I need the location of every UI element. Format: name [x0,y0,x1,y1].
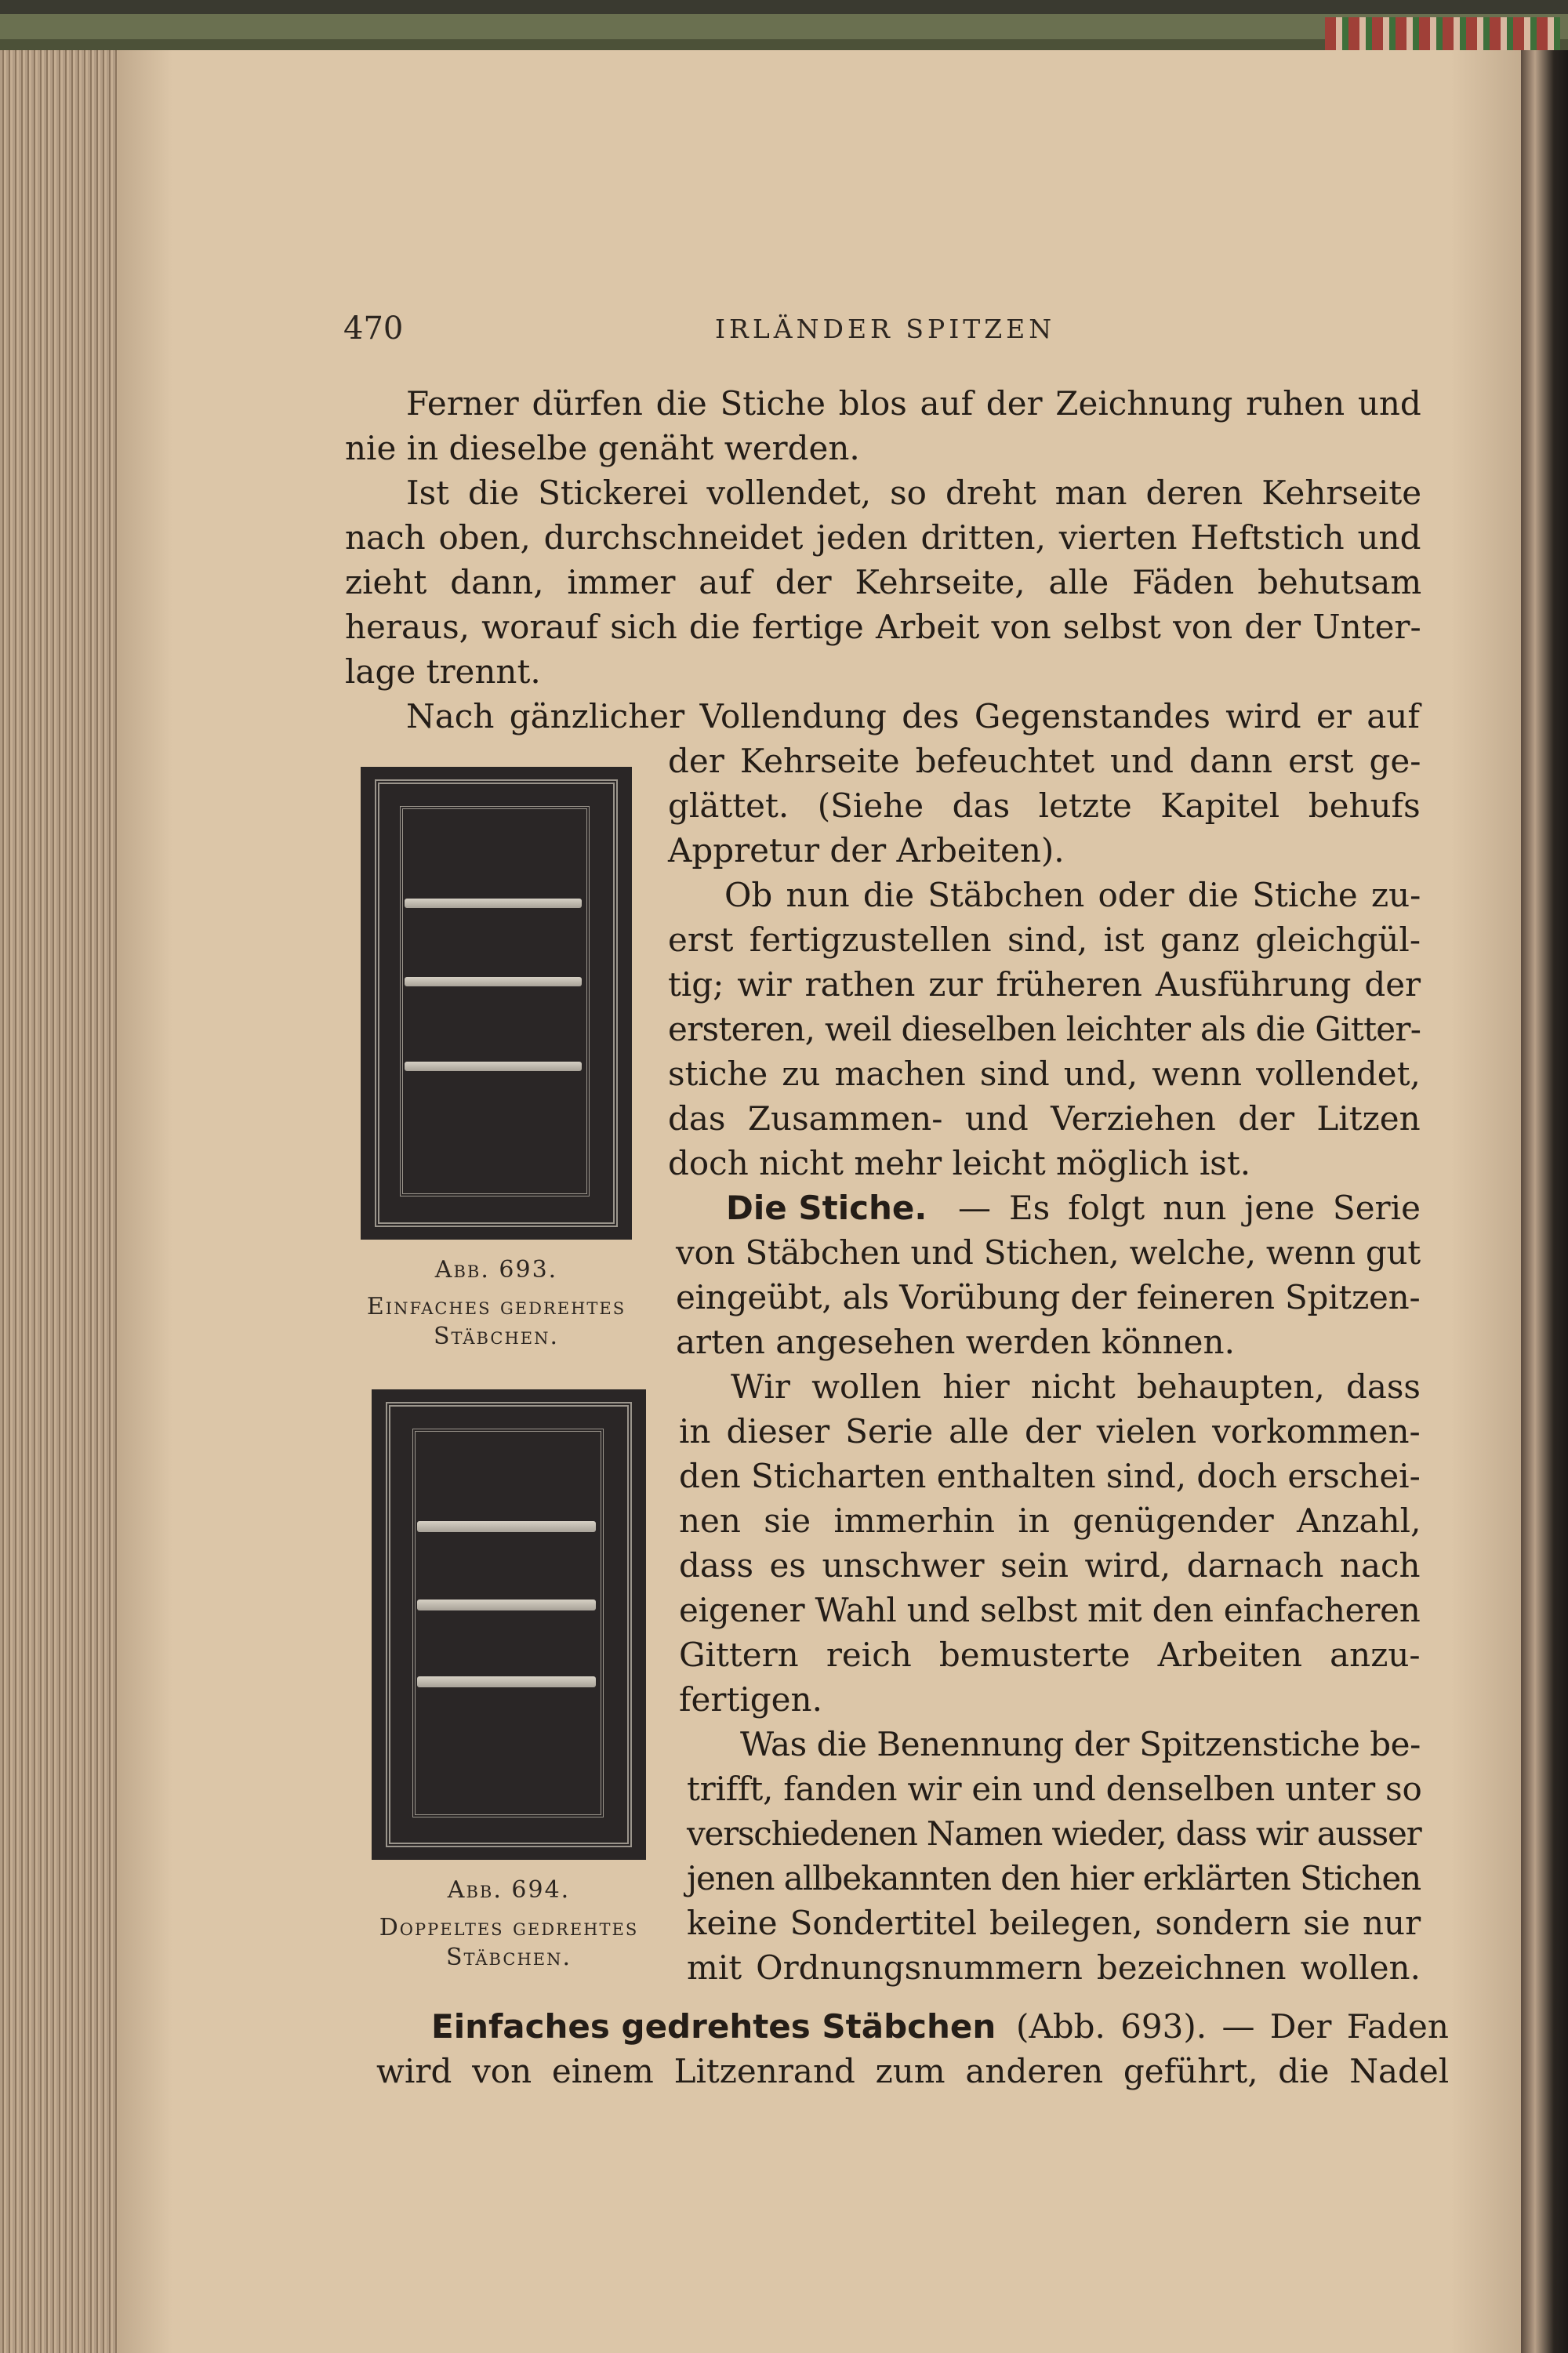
text-line: Ist die Stickerei vollendet, so dreht man deren Kehrseite [406,474,1422,512]
figure-number-text: Abb. 693. [434,1256,558,1284]
text-line: heraus, worauf sich die fertige Arbeit von selbst von der Unter- [345,608,1421,646]
text-line: lage trennt. [345,652,541,691]
section-heading: Die Stiche. [726,1189,927,1227]
text-line: nen sie immerhin in genügender Anzahl, [679,1501,1421,1540]
text-line: — Es folgt nun jene Serie [958,1189,1421,1227]
figure-693-number [353,1252,640,1288]
figure-694-image [372,1389,646,1860]
text-line: zieht dann, immer auf der Kehrseite, alle Fäden behutsam [345,563,1422,601]
text-line: arten angesehen werden können. [676,1323,1235,1361]
right-page-edge [1521,50,1568,2353]
text-line: ersteren, weil dieselben leichter als die Gitter- [668,1010,1421,1048]
text-line: glättet. (Siehe das letzte Kapitel behufs [668,786,1421,825]
text-line: den Sticharten enthalten sind, doch erschei- [679,1457,1421,1495]
text-line: Ferner dürfen die Stiche blos auf der Zeichnung ruhen und [406,384,1421,423]
text-line: in dieser Serie alle der vielen vorkommen- [679,1412,1421,1451]
twisted-bar [405,1062,582,1071]
double-twisted-bar [417,1676,596,1687]
bookmark-ribbon [1325,17,1560,52]
text-line: verschiedenen Namen wieder, dass wir ausser [687,1814,1421,1853]
text-line: nach oben, durchschneidet jeden dritten, vierten Heftstich und [345,518,1421,557]
double-twisted-bar [417,1600,596,1610]
figure-694-caption: Stäbchen. [445,1944,572,1971]
page-number: 470 [343,310,404,347]
text-line: der Kehrseite befeuchtet und dann erst ge- [668,742,1421,780]
text-line: eingeübt, als Vorübung der feineren Spitzen- [676,1278,1421,1316]
text-line: Wir wollen hier nicht behaupten, dass [731,1367,1421,1406]
lace-inner-frame [400,806,590,1196]
text-line: dass es unschwer sein wird, darnach nach [679,1546,1421,1585]
text-line: eigener Wahl und selbst mit den einfacheren [679,1591,1421,1629]
text-line: wird von einem Litzenrand zum anderen geführt, die Nadel [376,2052,1450,2090]
text-line: nie in dieselbe genäht werden. [345,429,860,467]
text-line: mit Ordnungsnummern bezeichnen wollen. [687,1948,1421,1987]
figure-694-number [364,1872,654,1908]
text-line: keine Sondertitel beilegen, sondern sie nur [687,1904,1421,1942]
text-line: erst fertigzustellen sind, ist ganz gleichgül- [668,921,1421,959]
text-line: Ob nun die Stäbchen oder die Stiche zu- [724,876,1421,914]
text-line: jenen allbekannten den hier erklärten Stichen [687,1859,1421,1897]
lace-inner-frame [412,1429,604,1817]
text-line: das Zusammen- und Verziehen der Litzen [668,1099,1421,1138]
figure-693-caption: Stäbchen. [433,1323,560,1350]
text-line: (Abb. 693). — Der Faden [1016,2007,1449,2046]
text-line: tig; wir rathen zur früheren Ausführung der [668,965,1421,1004]
text-line: fertigen. [679,1680,822,1719]
text-line: Gittern reich bemusterte Arbeiten anzu- [679,1636,1421,1674]
scanner-top-edge [0,0,1568,14]
text-line: doch nicht mehr leicht möglich ist. [668,1144,1251,1182]
text-line: Nach gänzlicher Vollendung des Gegenstandes wird er auf [406,697,1420,735]
text-line: Was die Benennung der Spitzenstiche be- [740,1725,1421,1763]
stacked-page-edges [0,50,125,2353]
text-line: Appretur der Arbeiten). [668,831,1065,870]
figure-694-caption: Doppeltes gedrehtes [379,1914,639,1941]
figure-693-caption: Einfaches gedrehtes [366,1293,626,1320]
text-line: trifft, fanden wir ein und denselben unter so [687,1770,1422,1808]
figure-693-image [361,767,632,1240]
section-heading: Einfaches gedrehtes Stäbchen [431,2007,996,2046]
twisted-bar [405,899,582,908]
running-title: IRLÄNDER SPITZEN [715,314,1056,344]
figure-number-text: Abb. 694. [447,1876,571,1904]
twisted-bar [405,977,582,986]
double-twisted-bar [417,1521,596,1532]
text-line: stiche zu machen sind und, wenn vollendet, [668,1055,1421,1093]
text-line: von Stäbchen und Stichen, welche, wenn gut [676,1233,1421,1272]
